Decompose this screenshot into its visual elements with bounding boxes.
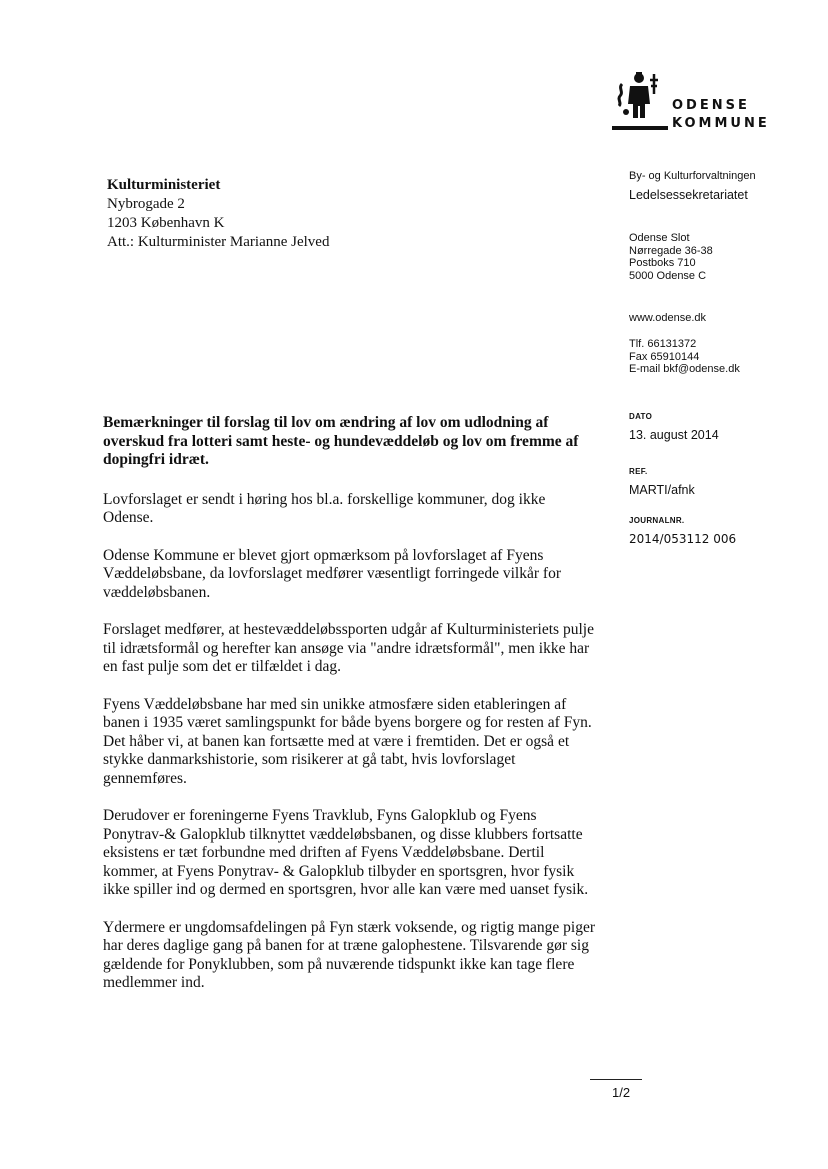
sender-email[interactable]: E-mail bkf@odense.dk (629, 363, 740, 375)
date-label: DATO (629, 412, 653, 421)
sender-fax: Fax 65910144 (629, 350, 700, 363)
logo-bar (612, 126, 668, 130)
recipient-city: 1203 København K (107, 215, 225, 231)
letter-subject: Bemærkninger til forslag til lov om ændring af lov om udlodning af overskud fra lotteri samt heste- og hundevæddeløb og lov om fremme af dopingfri idræt. (103, 414, 579, 468)
sender-address-line3: Postboks 710 (629, 257, 696, 269)
paragraph-4: Fyens Væddeløbsbane har med sin unikke atmosfære siden etableringen af banen i 1935 været samlingspunkt for både byens borgere og for resten af Fyn. Det håber vi, at banen kan fortsætte med at være i fremtiden. Det er også et stykke danmarkshistorie, som risikerer at gå tabt, hvis lovforslaget gennemføres. (103, 695, 592, 787)
page-number-rule (590, 1079, 642, 1080)
sender-department: By- og Kulturforvaltningen (629, 170, 756, 182)
reference-label: REF. (629, 467, 648, 476)
paragraph-2: Odense Kommune er blevet gjort opmærksom på lovforslaget af Fyens Væddeløbsbane, da lovforslaget medfører væsentligt forringede vilkår for væddeløbsbanen. (103, 546, 561, 601)
sender-website[interactable]: www.odense.dk (629, 312, 707, 324)
recipient-name: Kulturministeriet (107, 177, 221, 193)
odense-kommune-logo (612, 70, 802, 135)
sender-address-line1: Odense Slot (629, 232, 690, 244)
page-number: 1/2 (612, 1085, 631, 1100)
journal-label: JOURNALNR. (629, 516, 685, 525)
paragraph-6: Ydermere er ungdomsafdelingen på Fyn stærk voksende, og rigtig mange piger har deres daglige gang på banen for at træne galophestene. Tilsvarende gør sig gældende for Ponyklubben, som på nuværende tidspunkt ikke kan tage flere medlemmer ind. (103, 918, 596, 991)
recipient-street: Nybrogade 2 (107, 196, 185, 212)
sender-address-line4: 5000 Odense C (629, 269, 707, 282)
sender-contact (629, 338, 740, 376)
recipient-address (107, 176, 329, 252)
logo-text-kommune: KOMMUNE (672, 116, 770, 131)
sender-department-block (629, 167, 756, 205)
paragraph-1: Lovforslaget er sendt i høring hos bl.a. forskellige kommuner, dog ikke Odense. (103, 490, 546, 526)
sender-address (629, 232, 713, 282)
letter-body (103, 414, 595, 1012)
journal-value: 2014/053112 006 (629, 532, 737, 546)
date-value: 13. august 2014 (629, 428, 719, 442)
logo-text-odense: ODENSE (672, 98, 750, 113)
recipient-attention: Att.: Kulturminister Marianne Jelved (107, 234, 330, 250)
sender-phone: Tlf. 66131372 (629, 338, 697, 350)
reference-block (629, 465, 695, 497)
sender-address-line2: Nørregade 36-38 (629, 244, 713, 257)
date-block (629, 410, 719, 442)
paragraph-5: Derudover er foreningerne Fyens Travklub, Fyns Galopklub og Fyens Ponytrav-& Galopklub tilknyttet væddeløbsbanen, og disse klubbers fortsatte eksistens er tæt forbundne med driften af Fyens Væddeløbsbane. Dertil kommer, at Fyens Ponytrav- & Galopklub tilbyder en sportsgren, hvor fysik ikke spiller ind og dermed en sportsgren, hvor alle kan være med uanset fysik. (103, 807, 589, 898)
journal-block (629, 514, 736, 546)
sender-office: Ledelsessekretariatet (629, 188, 748, 202)
reference-value: MARTI/afnk (629, 483, 695, 497)
odense-coat-of-arms-icon (616, 70, 662, 122)
paragraph-3: Forslaget medfører, at hestevæddeløbssporten udgår af Kulturministeriets pulje til idrætsformål og herefter kan ansøge via "andre idrætsformål", men ikke har en fast pulje som det er tilfældet i dag. (103, 621, 594, 675)
